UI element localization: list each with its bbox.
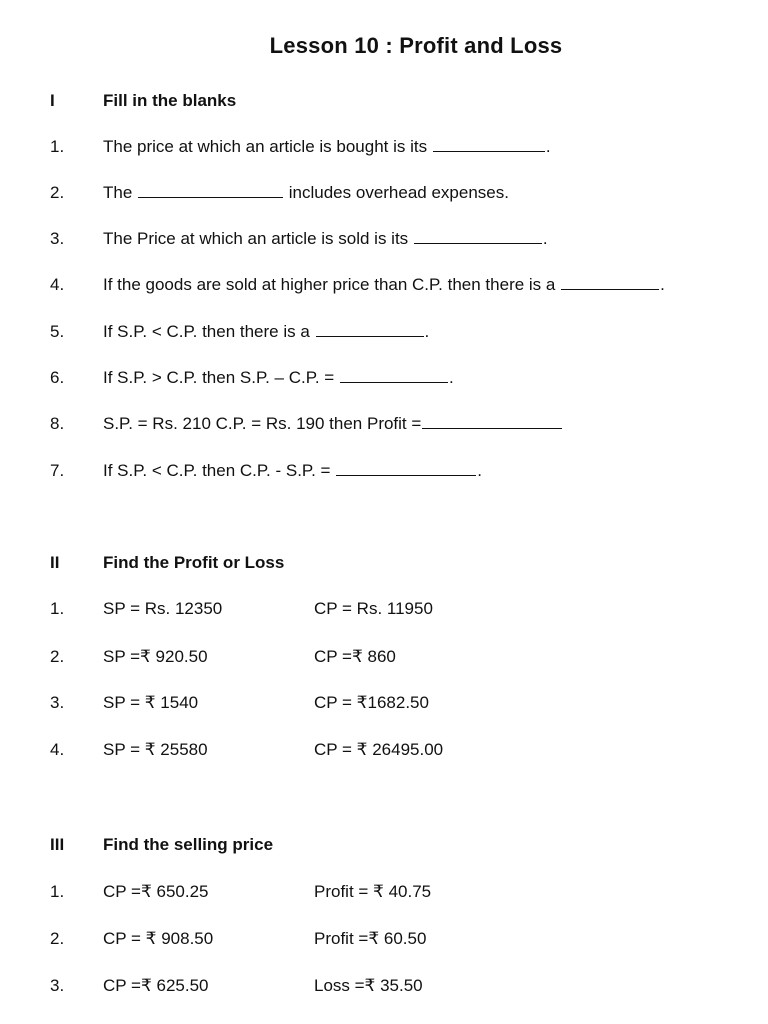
cost-price: CP = Rs. 11950 (314, 599, 433, 618)
section-3-header (0, 832, 768, 858)
problem-number: 2. (50, 929, 65, 948)
answer-blank (340, 366, 448, 383)
selling-price: SP = Rs. 12350 (103, 599, 223, 618)
cost-price: CP =₹ 650.25 (103, 882, 209, 901)
question-text: If S.P. > C.P. then S.P. – C.P. = . (103, 368, 454, 387)
problem-number: 1. (50, 599, 65, 618)
answer-blank (138, 181, 283, 198)
answer-blank (422, 412, 562, 429)
cost-price: CP =₹ 625.50 (103, 976, 209, 995)
question-number: 1. (50, 137, 65, 156)
problem-number: 4. (50, 740, 65, 759)
question-number: 7. (50, 461, 65, 480)
question-number: 2. (50, 183, 65, 202)
profit-or-loss: Profit = ₹ 40.75 (314, 882, 432, 901)
question-row (0, 365, 768, 391)
section-1-header (0, 88, 768, 114)
question-number: 8. (50, 414, 65, 433)
section-heading: Find the selling price (103, 835, 274, 854)
question-row (0, 134, 768, 160)
problem-number: 3. (50, 693, 65, 712)
answer-blank (414, 227, 542, 244)
profit-or-loss: Profit =₹ 60.50 (314, 929, 427, 948)
question-text: The Price at which an article is sold is its . (103, 229, 548, 248)
profit-or-loss: Loss =₹ 35.50 (314, 976, 423, 995)
question-text: S.P. = Rs. 210 C.P. = Rs. 190 then Profit = (103, 411, 563, 437)
problem-row (0, 926, 768, 952)
cost-price: CP =₹ 860 (314, 647, 396, 666)
selling-price: SP =₹ 920.50 (103, 647, 208, 666)
problem-row (0, 973, 768, 999)
problem-number: 3. (50, 976, 65, 995)
question-number: 6. (50, 368, 65, 387)
question-text: If S.P. < C.P. then there is a . (103, 322, 430, 341)
problem-row (0, 879, 768, 905)
question-number: 3. (50, 229, 65, 248)
answer-blank (561, 273, 659, 290)
section-heading: Fill in the blanks (103, 91, 237, 110)
question-text: The price at which an article is bought is its . (103, 137, 551, 156)
question-row (0, 180, 768, 206)
question-row (0, 319, 768, 345)
problem-row (0, 690, 768, 716)
question-text: If S.P. < C.P. then C.P. - S.P. = . (103, 461, 482, 480)
section-numeral: III (50, 835, 65, 854)
answer-blank (336, 459, 476, 476)
cost-price: CP = ₹ 26495.00 (314, 740, 444, 759)
selling-price: SP = ₹ 1540 (103, 693, 199, 712)
question-number: 5. (50, 322, 65, 341)
question-text: The includes overhead expenses. (103, 183, 509, 202)
problem-row (0, 737, 768, 763)
page-title: Lesson 10 : Profit and Loss (269, 33, 563, 58)
section-2-header (0, 550, 768, 576)
question-text: If the goods are sold at higher price than C.P. then there is a . (103, 275, 665, 294)
problem-row (0, 644, 768, 670)
answer-blank (433, 135, 545, 152)
section-numeral: II (50, 553, 60, 572)
question-row (0, 226, 768, 252)
cost-price: CP = ₹ 908.50 (103, 929, 214, 948)
problem-number: 2. (50, 647, 65, 666)
section-numeral: I (50, 91, 55, 110)
selling-price: SP = ₹ 25580 (103, 740, 208, 759)
section-heading: Find the Profit or Loss (103, 553, 285, 572)
problem-row (0, 596, 768, 622)
problem-number: 1. (50, 882, 65, 901)
cost-price: CP = ₹1682.50 (314, 693, 429, 712)
answer-blank (316, 320, 424, 337)
question-number: 4. (50, 275, 65, 294)
question-row (0, 458, 768, 484)
question-row (0, 272, 768, 298)
question-row (0, 411, 768, 437)
